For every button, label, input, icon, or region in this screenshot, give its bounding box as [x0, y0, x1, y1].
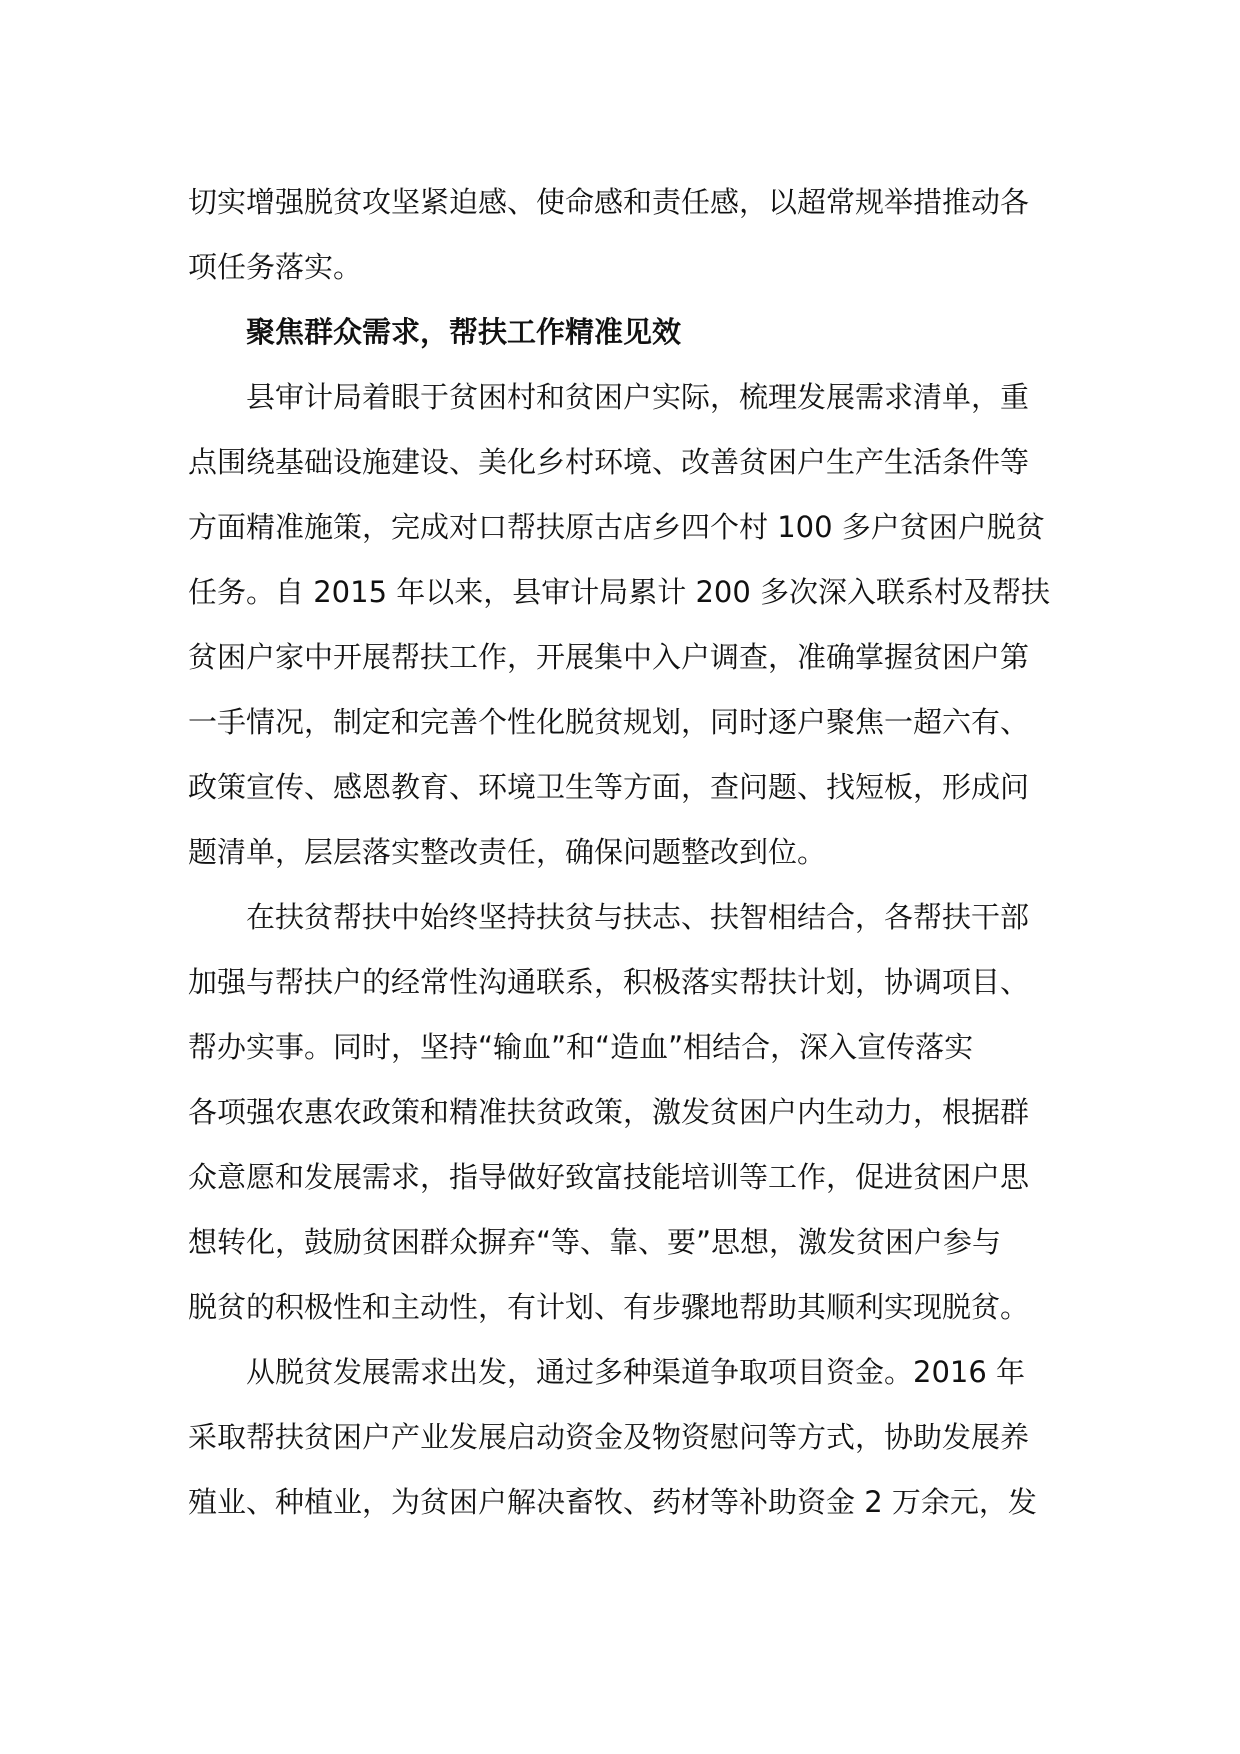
text-line: 方面精准施策，完成对口帮扶原古店乡四个村 100 多户贫困户脱贫 — [188, 510, 1045, 544]
text-line: 脱贫的积极性和主动性，有计划、有步骤地帮助其顺利实现脱贫。 — [188, 1290, 1030, 1324]
text-line: 题清单，层层落实整改责任，确保问题整改到位。 — [188, 835, 827, 869]
text-line: 在扶贫帮扶中始终坚持扶贫与扶志、扶智相结合，各帮扶干部 — [246, 900, 1030, 934]
text-line: 项任务落实。 — [188, 250, 363, 284]
text-line: 想转化，鼓励贫困群众摒弃“等、靠、要”思想，激发贫困户参与 — [188, 1225, 1002, 1259]
paragraph-2 — [188, 885, 1068, 1340]
text-line: 切实增强脱贫攻坚紧迫感、使命感和责任感，以超常规举措推动各 — [188, 185, 1030, 219]
paragraph-3 — [188, 1340, 1068, 1535]
text-line: 贫困户家中开展帮扶工作，开展集中入户调查，准确掌握贫困户第 — [188, 640, 1030, 674]
text-line: 采取帮扶贫困户产业发展启动资金及物资慰问等方式，协助发展养 — [188, 1420, 1030, 1454]
text-line: 众意愿和发展需求，指导做好致富技能培训等工作，促进贫困户思 — [188, 1160, 1030, 1194]
text-line: 殖业、种植业，为贫困户解决畜牧、药材等补助资金 2 万余元，发 — [188, 1485, 1037, 1519]
text-line: 从脱贫发展需求出发，通过多种渠道争取项目资金。2016 年 — [246, 1355, 1026, 1389]
text-line: 一手情况，制定和完善个性化脱贫规划，同时逐户聚焦一超六有、 — [188, 705, 1030, 739]
text-line: 任务。自 2015 年以来，县审计局累计 200 多次深入联系村及帮扶 — [188, 575, 1051, 609]
paragraph-continuation — [188, 170, 1068, 300]
document-body — [188, 170, 1068, 1535]
heading-text: 聚焦群众需求，帮扶工作精准见效 — [246, 315, 682, 349]
text-line: 政策宣传、感恩教育、环境卫生等方面，查问题、找短板，形成问 — [188, 770, 1030, 804]
text-line: 加强与帮扶户的经常性沟通联系，积极落实帮扶计划，协调项目、 — [188, 965, 1030, 999]
text-line: 帮办实事。同时，坚持“输血”和“造血”相结合，深入宣传落实 — [188, 1030, 974, 1064]
text-line: 点围绕基础设施建设、美化乡村环境、改善贫困户生产生活条件等 — [188, 445, 1030, 479]
text-line: 县审计局着眼于贫困村和贫困户实际，梳理发展需求清单，重 — [246, 380, 1030, 414]
text-line: 各项强农惠农政策和精准扶贫政策，激发贫困户内生动力，根据群 — [188, 1095, 1030, 1129]
paragraph-1 — [188, 365, 1068, 885]
section-heading — [188, 300, 1068, 365]
